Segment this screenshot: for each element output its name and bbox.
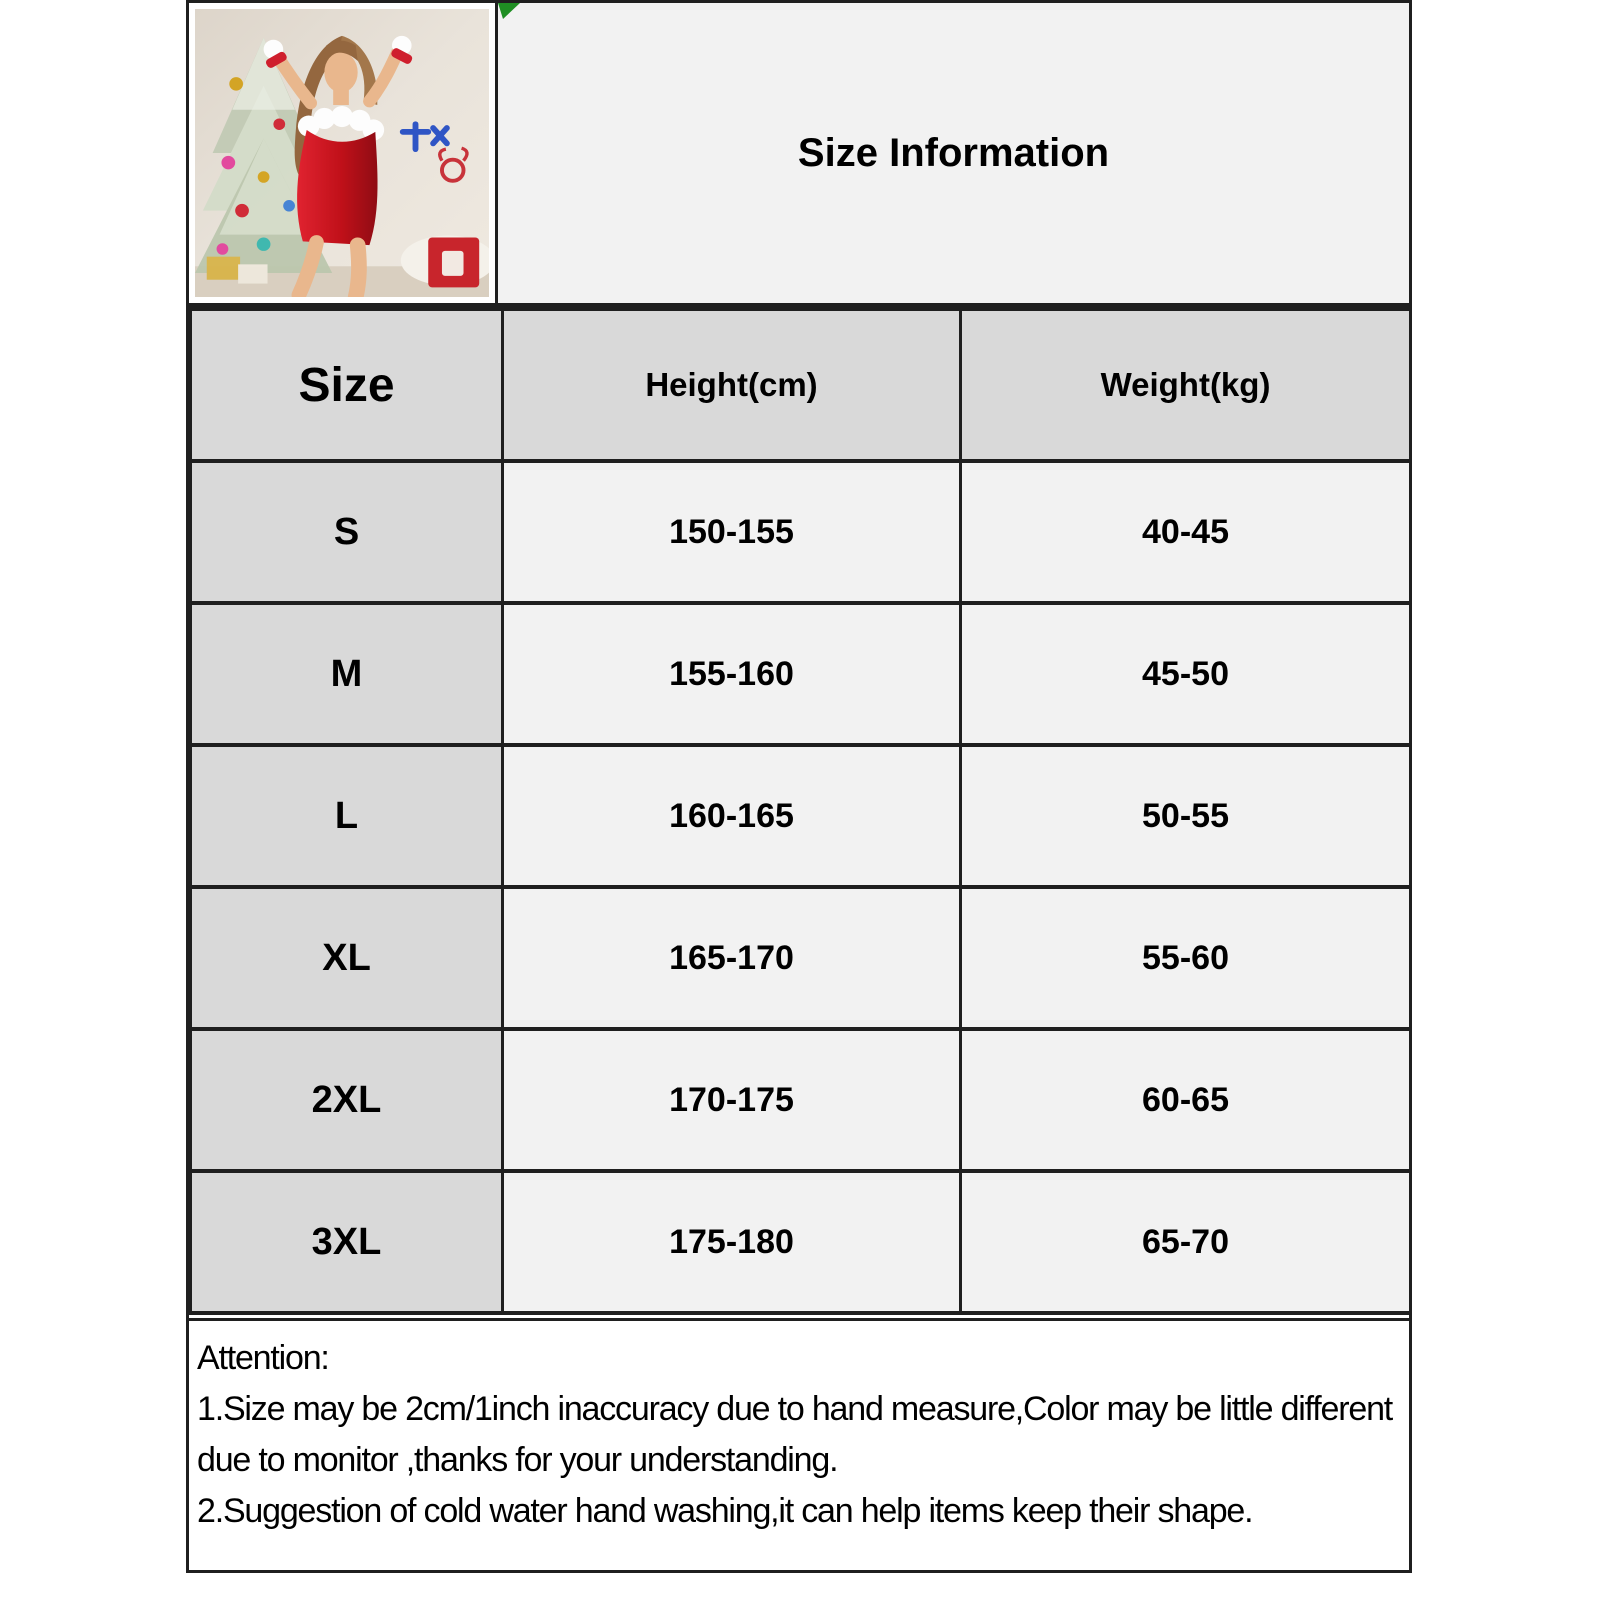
size-label: M bbox=[191, 603, 503, 745]
attention-section bbox=[189, 1318, 1409, 1570]
table-row-l bbox=[191, 745, 1411, 887]
height-value: 160-165 bbox=[503, 745, 961, 887]
weight-value: 40-45 bbox=[961, 461, 1411, 603]
column-header-height: Height(cm) bbox=[503, 309, 961, 461]
height-value: 155-160 bbox=[503, 603, 961, 745]
weight-value: 55-60 bbox=[961, 887, 1411, 1029]
height-value: 175-180 bbox=[503, 1171, 961, 1313]
weight-value: 50-55 bbox=[961, 745, 1411, 887]
size-label: 2XL bbox=[191, 1029, 503, 1171]
green-triangle-marker-icon bbox=[498, 3, 520, 19]
size-chart-sheet bbox=[186, 0, 1412, 1573]
size-label: L bbox=[191, 745, 503, 887]
height-value: 165-170 bbox=[503, 887, 961, 1029]
column-header-size: Size bbox=[191, 309, 503, 461]
product-photo-illustration bbox=[195, 9, 489, 297]
header-section bbox=[189, 3, 1409, 307]
weight-value: 65-70 bbox=[961, 1171, 1411, 1313]
product-photo bbox=[189, 3, 498, 303]
column-header-weight: Weight(kg) bbox=[961, 309, 1411, 461]
table-row-xl bbox=[191, 887, 1411, 1029]
table-row-s bbox=[191, 461, 1411, 603]
size-label: 3XL bbox=[191, 1171, 503, 1313]
attention-heading: Attention: bbox=[197, 1339, 329, 1377]
size-table bbox=[189, 307, 1412, 1315]
height-value: 170-175 bbox=[503, 1029, 961, 1171]
attention-note-1: 1.Size may be 2cm/1inch inaccuracy due to hand measure,Color may be little different due to monitor ,thanks for your understanding. bbox=[197, 1390, 1393, 1479]
title-area bbox=[498, 3, 1409, 303]
weight-value: 60-65 bbox=[961, 1029, 1411, 1171]
page-title: Size Information bbox=[797, 130, 1110, 175]
table-header-row bbox=[191, 309, 1411, 461]
table-row-3xl bbox=[191, 1171, 1411, 1313]
height-value: 150-155 bbox=[503, 461, 961, 603]
weight-value: 45-50 bbox=[961, 603, 1411, 745]
table-row-m bbox=[191, 603, 1411, 745]
size-label: S bbox=[191, 461, 503, 603]
table-row-2xl bbox=[191, 1029, 1411, 1171]
attention-note-2: 2.Suggestion of cold water hand washing,it can help items keep their shape. bbox=[197, 1492, 1253, 1530]
size-label: XL bbox=[191, 887, 503, 1029]
